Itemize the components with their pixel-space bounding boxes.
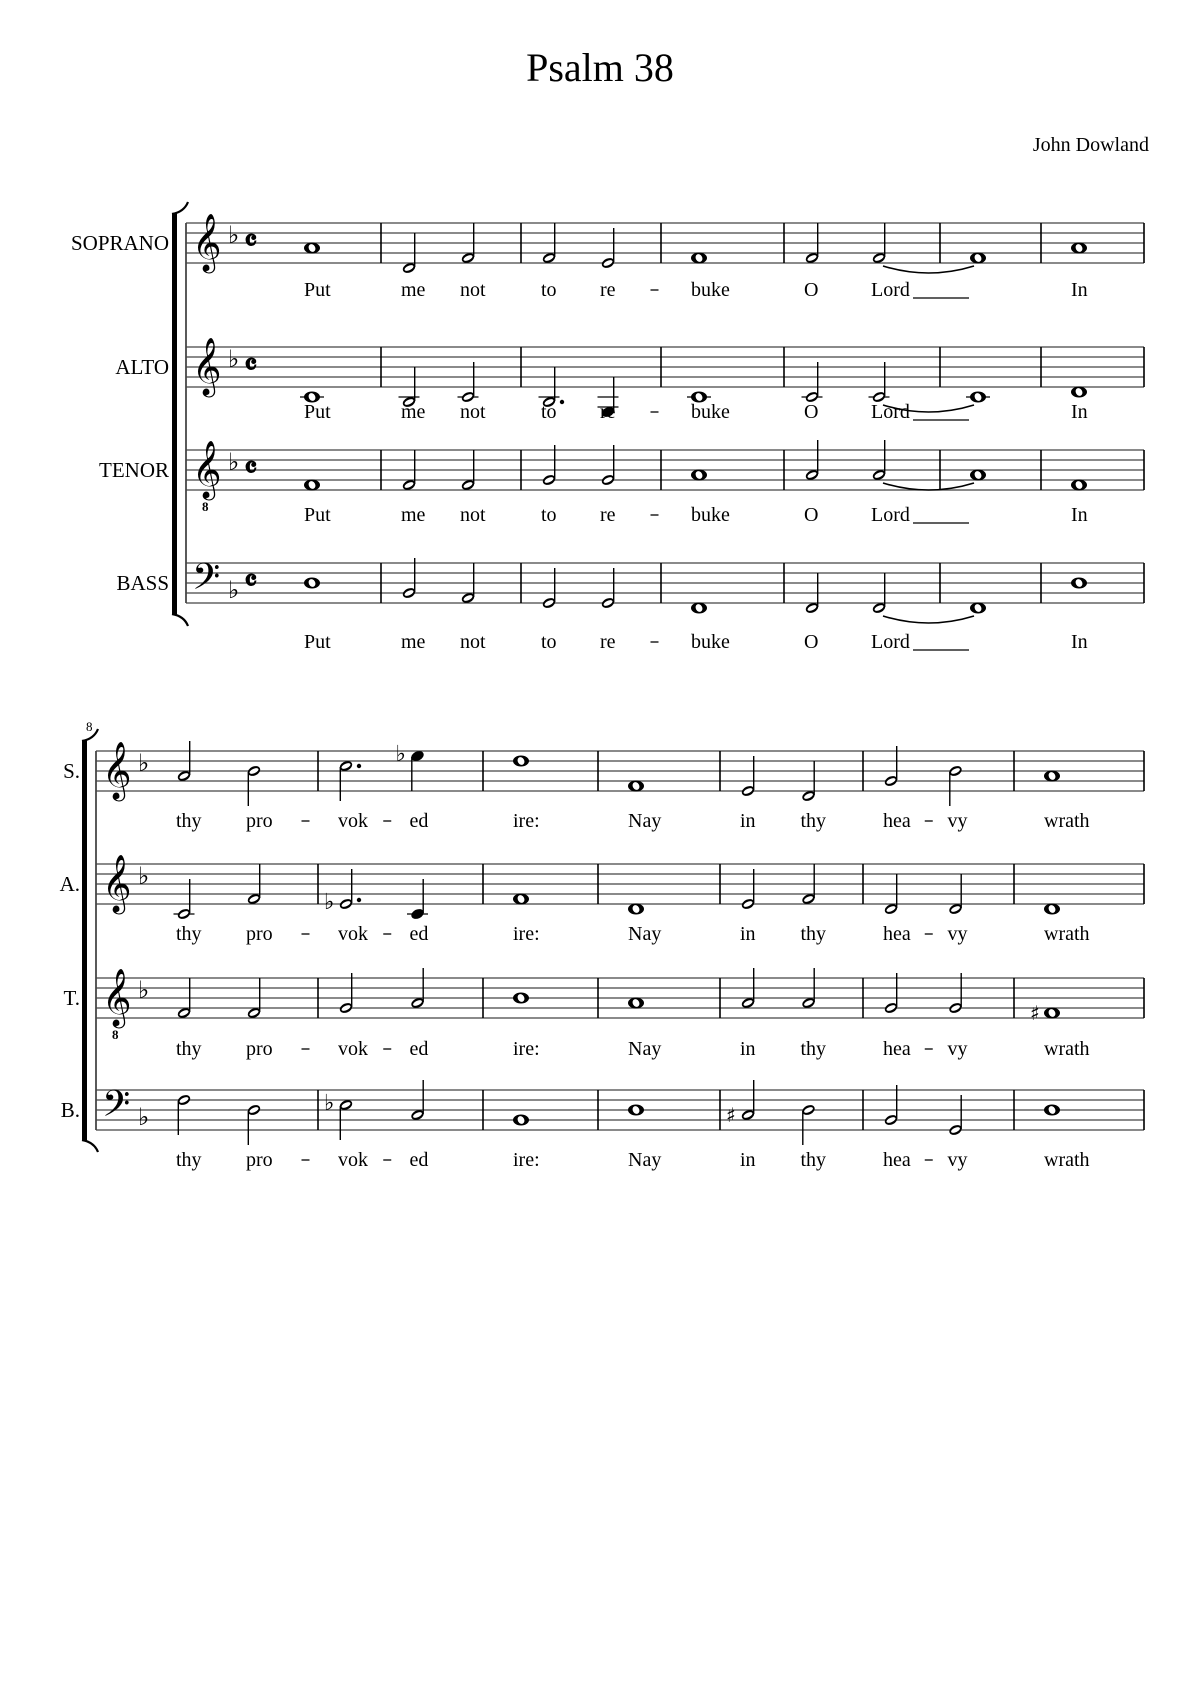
note[interactable] (628, 998, 644, 1009)
voice-label: B. (60, 1098, 80, 1122)
flat-icon: ♭ (138, 976, 150, 1004)
note[interactable] (458, 362, 479, 404)
note[interactable] (948, 764, 964, 806)
lyric-syllable: buke (691, 401, 730, 423)
lyric-syllable: thy (176, 1038, 202, 1060)
flat-icon: ♭ (324, 890, 335, 915)
system-bracket (82, 740, 87, 1141)
voice-label: TENOR (99, 458, 169, 482)
lyrics-line (304, 401, 1088, 423)
staff-s (63, 741, 1144, 832)
lyric-syllable: hea (883, 1149, 911, 1171)
note[interactable] (460, 223, 476, 265)
lyric-syllable: in (740, 923, 756, 945)
flat-icon: ♭ (138, 862, 150, 890)
octave-8-marker: 8 (202, 499, 209, 514)
note[interactable] (401, 233, 417, 275)
note[interactable] (513, 1115, 529, 1126)
flat-icon: ♭ (138, 749, 150, 777)
lyric-syllable: hea (883, 1038, 911, 1060)
lyric-syllable: thy (800, 1149, 827, 1171)
flat-icon: ♭ (228, 576, 240, 604)
note[interactable] (541, 568, 557, 610)
lyrics-line (304, 504, 1088, 526)
note[interactable] (883, 973, 899, 1015)
lyric-syllable: vy (947, 1149, 968, 1171)
lyric-syllable: O (804, 504, 819, 526)
sharp-icon: ♯ (726, 1103, 736, 1127)
flat-icon: ♭ (228, 221, 240, 249)
note[interactable] (410, 1080, 426, 1122)
note[interactable] (628, 781, 644, 792)
lyric-syllable: buke (691, 504, 730, 526)
common-time-icon: 𝄴 (244, 348, 258, 383)
note[interactable] (1071, 578, 1087, 589)
lyric-syllable: vok (338, 810, 368, 832)
composer-name: John Dowland (1032, 134, 1149, 156)
note[interactable] (176, 978, 192, 1020)
note[interactable] (513, 993, 529, 1004)
octave-8-marker: 8 (112, 1027, 119, 1042)
lyrics-line (176, 1038, 1090, 1060)
lyric-syllable: Nay (628, 1038, 662, 1060)
note[interactable] (869, 362, 890, 404)
flat-icon: ♭ (228, 448, 240, 476)
note[interactable] (1044, 904, 1060, 915)
note[interactable] (338, 759, 361, 801)
note[interactable] (1071, 387, 1087, 398)
lyric-syllable: ed (409, 810, 429, 832)
note[interactable] (691, 253, 707, 264)
lyric-syllable: Nay (628, 810, 662, 832)
note[interactable] (883, 874, 899, 916)
lyric-syllable: Put (304, 279, 331, 301)
staff-soprano (71, 213, 1144, 301)
lyric-syllable: not (460, 279, 486, 301)
lyric-syllable: buke (691, 279, 730, 301)
lyric-syllable: wrath (1044, 923, 1090, 945)
note[interactable] (304, 480, 320, 491)
lyric-syllable: ire: (513, 810, 540, 832)
lyric-syllable: thy (800, 810, 827, 832)
lyric-syllable: Put (304, 504, 331, 526)
treble-clef-icon: 𝄞 (102, 854, 132, 912)
note[interactable] (246, 978, 262, 1020)
note[interactable] (1044, 1105, 1060, 1116)
lyric-syllable: vy (947, 810, 968, 832)
bass-clef-icon: 𝄢 (102, 1083, 131, 1134)
treble-clef-icon: 𝄞 (192, 440, 222, 498)
system-bracket (172, 213, 177, 615)
lyric-syllable: thy (800, 1038, 827, 1060)
lyric-syllable: wrath (1044, 1038, 1090, 1060)
common-time-icon: 𝄴 (244, 564, 258, 599)
note[interactable] (338, 973, 354, 1015)
lyric-syllable: not (460, 401, 486, 423)
note[interactable] (401, 450, 417, 492)
lyric-syllable: vok (338, 923, 368, 945)
note[interactable] (401, 558, 417, 600)
note[interactable] (600, 445, 616, 487)
lyric-syllable: In (1071, 504, 1088, 526)
lyrics-line (304, 279, 1088, 301)
note[interactable] (691, 470, 707, 481)
note[interactable] (407, 879, 428, 921)
lyric-syllable: vy (947, 1038, 968, 1060)
staff-bass (116, 556, 1144, 653)
voice-label: A. (59, 872, 80, 896)
note[interactable] (970, 470, 986, 481)
note[interactable] (804, 573, 820, 615)
staff-tenor (99, 440, 1144, 526)
note[interactable] (600, 568, 616, 610)
lyric-syllable: ire: (513, 1038, 540, 1060)
note[interactable] (1044, 771, 1060, 782)
lyric-syllable: thy (176, 1149, 202, 1171)
voice-label: S. (63, 759, 80, 783)
lyric-syllable: me (401, 504, 426, 526)
lyric-syllable: Put (304, 631, 331, 653)
staff-t (63, 968, 1144, 1060)
common-time-icon: 𝄴 (244, 451, 258, 486)
lyric-syllable: ed (409, 1149, 429, 1171)
lyric-syllable: pro (246, 923, 273, 945)
note[interactable] (804, 223, 820, 265)
note[interactable] (883, 1085, 899, 1127)
lyric-syllable: me (401, 279, 426, 301)
tie (883, 266, 974, 273)
flat-icon: ♭ (324, 1091, 335, 1116)
lyric-syllable: re (600, 279, 616, 301)
lyric-syllable: Lord (871, 279, 910, 301)
flat-icon: ♭ (138, 1103, 150, 1131)
lyric-syllable: re (600, 401, 616, 423)
note[interactable] (460, 563, 476, 605)
lyric-syllable: re (600, 504, 616, 526)
lyric-syllable: buke (691, 631, 730, 653)
lyric-syllable: Lord (871, 631, 910, 653)
note[interactable] (802, 362, 823, 404)
lyric-syllable: ed (409, 923, 429, 945)
treble-clef-icon: 𝄞 (102, 968, 132, 1026)
lyric-syllable: Put (304, 401, 331, 423)
lyric-syllable: not (460, 504, 486, 526)
lyric-syllable: to (541, 279, 557, 301)
lyric-syllable: to (541, 631, 557, 653)
lyric-syllable: pro (246, 1149, 273, 1171)
note[interactable] (246, 864, 262, 906)
note[interactable] (1030, 1001, 1060, 1025)
voice-label: SOPRANO (70, 231, 169, 255)
lyric-syllable: to (541, 401, 557, 423)
note[interactable] (410, 968, 426, 1010)
note[interactable] (460, 450, 476, 492)
note[interactable] (304, 243, 320, 254)
note[interactable] (740, 869, 756, 911)
voice-label: T. (63, 986, 80, 1010)
common-time-icon: 𝄴 (244, 224, 258, 259)
lyric-syllable: In (1071, 279, 1088, 301)
lyric-syllable: in (740, 810, 756, 832)
lyrics-line (304, 631, 1088, 653)
lyric-syllable: to (541, 504, 557, 526)
treble-clef-icon: 𝄞 (102, 741, 132, 799)
lyric-syllable: Lord (871, 504, 910, 526)
staff-a (60, 854, 1144, 945)
staff-b (61, 1080, 1144, 1171)
lyric-syllable: Nay (628, 1149, 662, 1171)
lyric-syllable: O (804, 279, 819, 301)
lyric-syllable: re (600, 631, 616, 653)
lyric-syllable: hea (883, 810, 911, 832)
note[interactable] (541, 445, 557, 487)
lyric-syllable: O (804, 401, 819, 423)
score-system-1 (71, 202, 1144, 653)
lyric-syllable: vy (947, 923, 968, 945)
lyric-syllable: thy (176, 923, 202, 945)
lyric-syllable: wrath (1044, 810, 1090, 832)
note[interactable] (324, 869, 361, 915)
treble-clef-icon: 𝄞 (192, 213, 222, 271)
tie (883, 483, 974, 490)
note[interactable] (396, 742, 426, 791)
lyric-syllable: thy (800, 923, 827, 945)
treble-clef-icon: 𝄞 (192, 337, 222, 395)
note[interactable] (948, 973, 964, 1015)
lyric-syllable: me (401, 631, 426, 653)
note[interactable] (628, 904, 644, 915)
note[interactable] (948, 1095, 964, 1137)
tie (883, 616, 974, 623)
note[interactable] (324, 1091, 354, 1140)
note[interactable] (513, 894, 529, 905)
note[interactable] (513, 756, 529, 767)
lyric-syllable: O (804, 631, 819, 653)
note[interactable] (871, 223, 887, 265)
lyric-syllable: hea (883, 923, 911, 945)
voice-label: ALTO (115, 355, 169, 379)
lyric-syllable: pro (246, 1038, 273, 1060)
lyric-syllable: in (740, 1038, 756, 1060)
note[interactable] (628, 1105, 644, 1116)
flat-icon: ♭ (395, 742, 406, 767)
note[interactable] (176, 741, 192, 783)
lyric-syllable: vok (338, 1149, 368, 1171)
lyrics-line (176, 923, 1090, 945)
lyric-syllable: thy (176, 810, 202, 832)
lyric-syllable: wrath (1044, 1149, 1090, 1171)
note[interactable] (871, 573, 887, 615)
lyrics-line (176, 1149, 1090, 1171)
lyric-syllable: ire: (513, 923, 540, 945)
note[interactable] (541, 223, 557, 265)
lyrics-line (176, 810, 1090, 832)
note[interactable] (246, 764, 262, 806)
note[interactable] (966, 392, 990, 403)
lyric-syllable: Lord (871, 401, 910, 423)
lyric-syllable: not (460, 631, 486, 653)
note[interactable] (801, 864, 817, 906)
note[interactable] (1071, 480, 1087, 491)
note[interactable] (691, 603, 707, 614)
note[interactable] (871, 440, 887, 482)
measure-number: 8 (86, 719, 93, 734)
lyric-syllable: In (1071, 631, 1088, 653)
note[interactable] (176, 1093, 192, 1135)
flat-icon: ♭ (228, 345, 240, 373)
note[interactable] (600, 228, 616, 270)
voice-label: BASS (116, 571, 169, 595)
lyric-syllable: pro (246, 810, 273, 832)
score-title: Psalm 38 (526, 45, 674, 90)
note[interactable] (1071, 243, 1087, 254)
staff-alto (115, 337, 1144, 423)
note[interactable] (174, 879, 195, 921)
lyric-syllable: In (1071, 401, 1088, 423)
note[interactable] (801, 761, 817, 803)
lyric-syllable: vok (338, 1038, 368, 1060)
lyric-syllable: in (740, 1149, 756, 1171)
note[interactable] (970, 603, 986, 614)
note[interactable] (883, 746, 899, 788)
lyric-syllable: Nay (628, 923, 662, 945)
note[interactable] (804, 440, 820, 482)
sharp-icon: ♯ (1030, 1001, 1040, 1025)
bass-clef-icon: 𝄢 (192, 556, 221, 607)
note[interactable] (948, 874, 964, 916)
lyric-syllable: ire: (513, 1149, 540, 1171)
lyric-syllable: ed (409, 1038, 429, 1060)
note[interactable] (970, 253, 986, 264)
note[interactable] (740, 968, 756, 1010)
note[interactable] (246, 1103, 262, 1145)
note[interactable] (304, 578, 320, 589)
note[interactable] (801, 968, 817, 1010)
note[interactable] (740, 756, 756, 798)
note[interactable] (801, 1103, 817, 1145)
score-system-2 (60, 719, 1144, 1171)
lyric-syllable: me (401, 401, 426, 423)
